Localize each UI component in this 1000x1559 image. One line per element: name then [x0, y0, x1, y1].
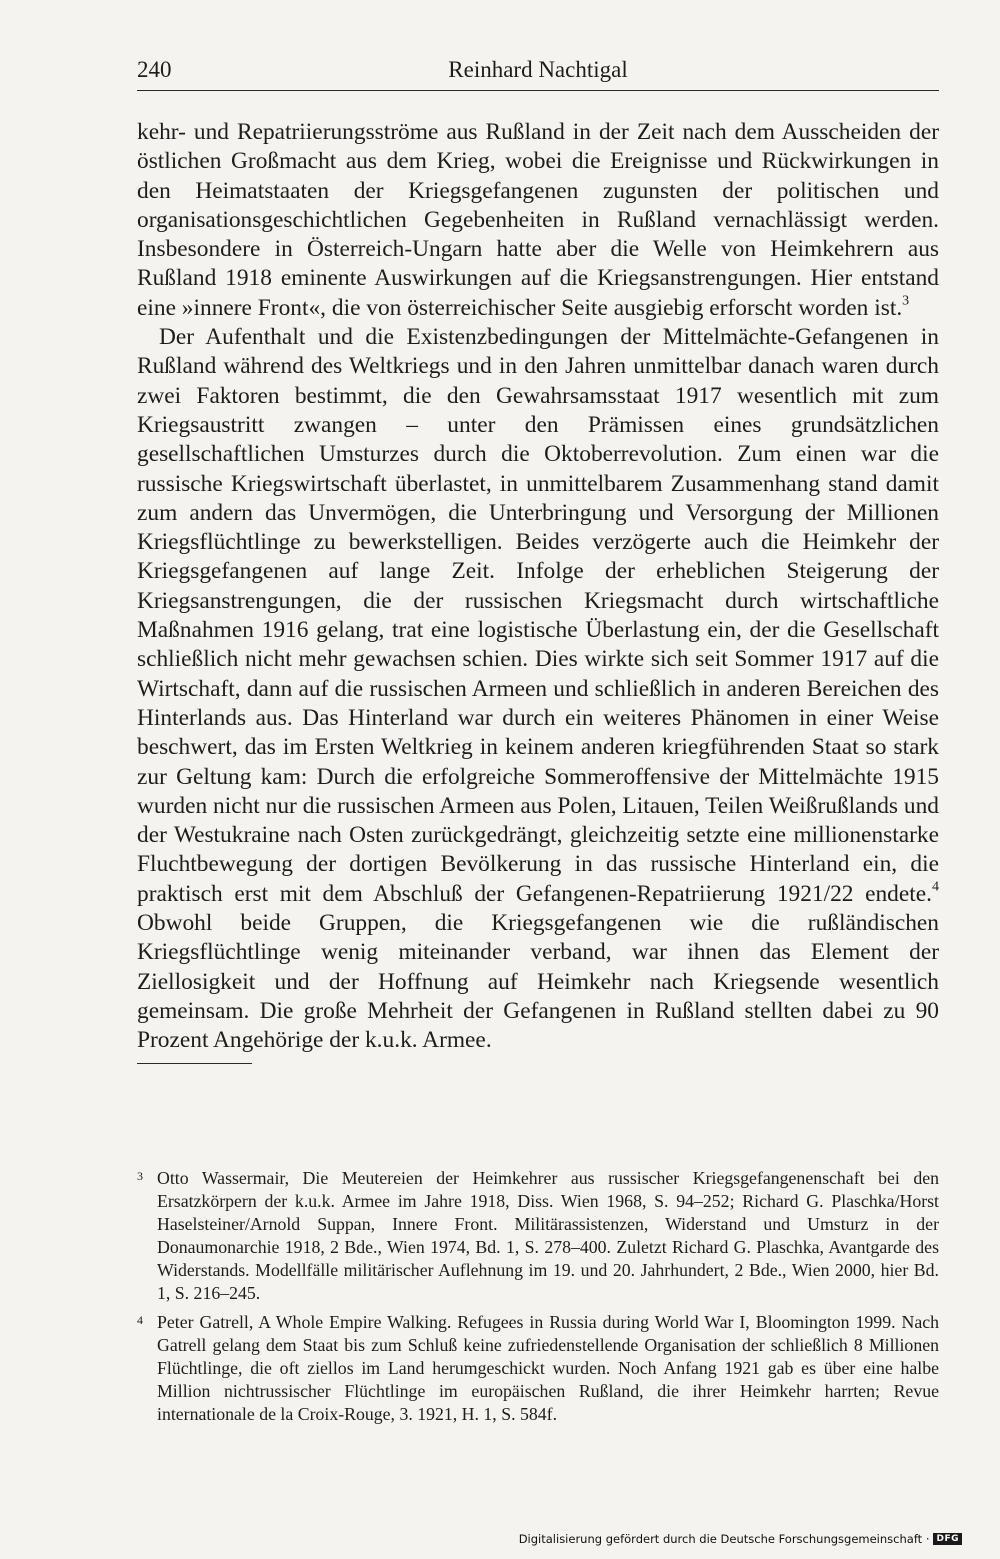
page-number: 240	[137, 57, 172, 82]
paragraph-text: Der Aufenthalt und die Existenzbedingungen der Mittelmächte-Gefangenen in Rußland während des Weltkriegs und in den Jahren unmittelbar danach waren durch zwei Faktoren bestimmt, die den Gewahrsamsstaat 1917 wesentlich mit zum Kriegsaustritt zwangen – unter den Prämissen eines grundsätzlichen gesellschaftlichen Umsturzes durch die Oktoberrevolution. Zum einen war die russische Kriegswirtschaft überlastet, in unmittelbarem Zusammenhang stand damit zum andern das Unvermögen, die Unterbringung und Versorgung der Millionen Kriegsflüchtlinge zu bewerkstelligen. Beides verzögerte auch die Heimkehr der Kriegsgefangenen auf lange Zeit. Infolge der erheblichen Steigerung der Kriegsanstrengungen, die der russischen Kriegsmacht durch wirtschaftliche Maßnahmen 1916 gelang, trat eine logistische Überlastung ein, der die Gesellschaft schließlich nicht mehr gewachsen schien. Dies wirkte sich seit Sommer 1917 auf die Wirtschaft, dann auf die russischen Armeen und schließlich in anderen Bereichen des Hinterlands aus. Das Hinterland war durch ein weiteres Phänomen in einer Weise beschwert, das im Ersten Weltkrieg in keinem anderen kriegführenden Staat so stark zur Geltung kam: Durch die erfolgreiche Sommeroffensive der Mittelmächte 1915 wurden nicht nur die russischen Armeen aus Polen, Litauen, Teilen Weißrußlands und der Westukraine nach Osten zurückgedrängt, gleichzeitig setzte eine millionenstarke Fluchtbewegung der dortigen Bevölkerung in das russische Hinterland ein, die praktisch erst mit dem Abschluß der Gefangenen-Repatriierung 1921/22 endete.	[137, 324, 939, 907]
footnote-mark: 3	[137, 1169, 143, 1183]
body-text	[137, 118, 939, 1056]
credit-text: Digitalisierung gefördert durch die Deutsche Forschungsgemeinschaft ·	[518, 1532, 930, 1546]
paragraph	[137, 323, 939, 1055]
footnote-reference: 4	[931, 878, 939, 895]
digitization-credit	[519, 1532, 962, 1546]
footnote-text: Otto Wassermair, Die Meutereien der Heimkehrer aus russischer Kriegsgefangenenschaft bei den Ersatzkörpern der k.u.k. Armee im Jahre 1918, Diss. Wien 1968, S. 94–252; Richard G. Plaschka/Horst Haselsteiner/Arnold Suppan, Innere Front. Militärassistenzen, Widerstand und Umsturz in der Donaumonarchie 1918, 2 Bde., Wien 1974, Bd. 1, S. 278–400. Zuletzt Richard G. Plaschka, Avantgarde des Widerstands. Modellfälle militärischer Auflehnung im 19. und 20. Jahrhundert, 2 Bde., Wien 2000, hier Bd. 1, S. 216–245.	[157, 1168, 939, 1303]
footnote-text: Peter Gatrell, A Whole Empire Walking. Refugees in Russia during World War I, Bloomington 1999. Nach Gatrell gelang dem Staat bis zum Schluß keine zufriedenstellende Organisation der schließlich 8 Millionen Flüchtlinge, die oft ziellos im Land herumgeschickt wurden. Noch Anfang 1921 gab es über eine halbe Million nichtrussischer Flüchtlinge im europäischen Rußland, die ihrer Heimkehr harrten; Revue internationale de la Croix-Rouge, 3. 1921, H. 1, S. 584f.	[157, 1312, 939, 1424]
footnote	[137, 1167, 939, 1305]
footnote-mark: 4	[137, 1313, 143, 1327]
footnotes	[137, 1167, 939, 1432]
footnote-separator	[137, 1063, 252, 1064]
running-head: Reinhard Nachtigal	[448, 57, 628, 82]
footnote-reference: 3	[902, 292, 910, 309]
footnote	[137, 1311, 939, 1426]
paragraph-text: kehr- und Repatriierungsströme aus Rußland in der Zeit nach dem Ausscheiden der östlichen Großmacht aus dem Krieg, wobei die Ereignisse und Rückwirkungen in den Heimatstaaten der Kriegsgefangenen zugunsten der politischen und organisationsgeschichtlichen Gegebenheiten in Rußland vernachlässigt werden. Insbesondere in Österreich-Ungarn hatte aber die Welle von Heimkehrern aus Rußland 1918 eminente Auswirkungen auf die Kriegsanstrengungen. Hier entstand eine »innere Front«, die von österreichischer Seite ausgiebig erforscht worden ist.	[137, 119, 939, 321]
paragraph-text: Obwohl beide Gruppen, die Kriegsgefangenen wie die rußländischen Kriegsflüchtlinge wenig miteinander verband, war ihnen das Element der Ziellosigkeit und der Hoffnung auf Heimkehr nach Kriegsende wesentlich gemeinsam. Die große Mehrheit der Gefangenen in Rußland stellten dabei zu 90 Prozent Angehörige der k.u.k. Armee.	[137, 910, 939, 1054]
dfg-logo-icon: DFG	[933, 1533, 962, 1545]
page-header	[137, 56, 939, 91]
paragraph	[137, 118, 939, 323]
